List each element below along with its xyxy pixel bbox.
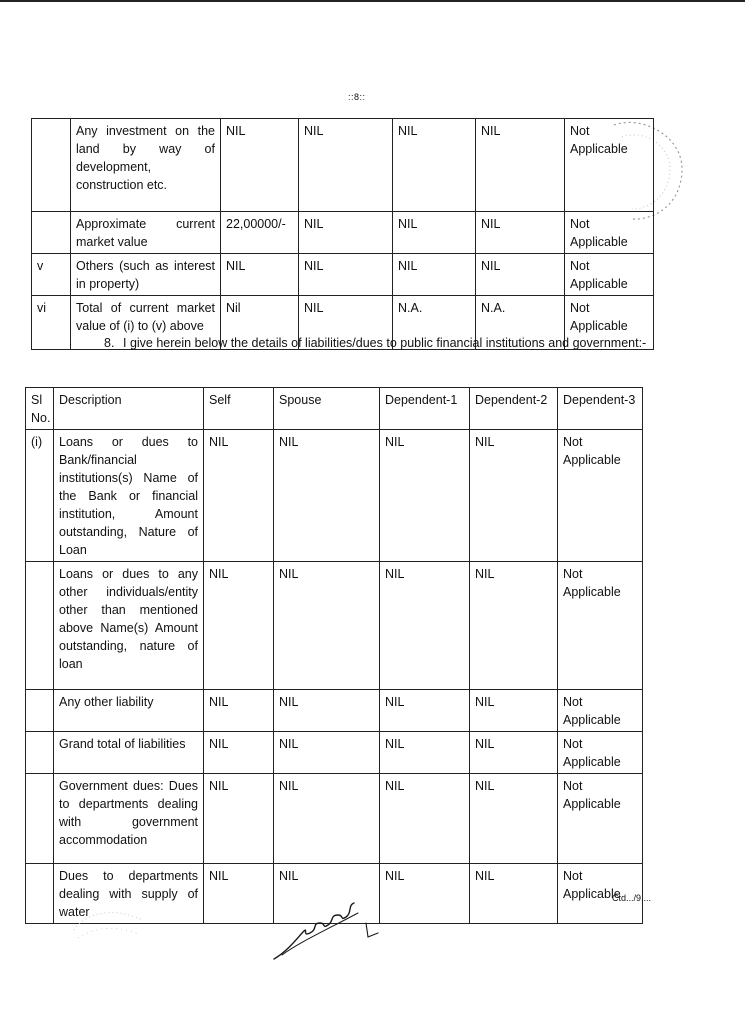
dependent-3-cell: Not Applicable xyxy=(565,254,654,296)
description-cell: Any other liability xyxy=(54,690,204,732)
table-row xyxy=(32,212,654,254)
description-cell: Loans or dues to Bank/financial institutions(s) Name of the Bank or financial institution, Amount outstanding, Nature of Loan xyxy=(54,430,204,562)
self-cell: NIL xyxy=(204,732,274,774)
sl-cell: v xyxy=(32,254,71,296)
section-number: 8. xyxy=(104,336,115,350)
page-number: ::8:: xyxy=(348,92,366,102)
self-cell: NIL xyxy=(204,562,274,690)
dependent-1-cell: NIL xyxy=(380,430,470,562)
self-cell: Nil xyxy=(221,296,299,350)
dependent-3-cell: Not Applicable xyxy=(558,732,643,774)
sl-cell xyxy=(26,562,54,690)
dependent-1-cell: NIL xyxy=(380,690,470,732)
dependent-3-cell: Not Applicable xyxy=(558,774,643,864)
dependent-2-cell: NIL xyxy=(470,774,558,864)
dependent-3-cell: Not Applicable xyxy=(558,562,643,690)
self-cell: NIL xyxy=(221,254,299,296)
signature-mark xyxy=(268,893,388,965)
header-dependent-3: Dependent-3 xyxy=(558,388,643,430)
spouse-cell: NIL xyxy=(274,690,380,732)
description-cell: Total of current market value of (i) to (v) above xyxy=(71,296,221,350)
sl-cell: (i) xyxy=(26,430,54,562)
self-cell: NIL xyxy=(204,430,274,562)
description-cell: Others (such as interest in property) xyxy=(71,254,221,296)
header-row xyxy=(26,388,643,430)
section-8-paragraph xyxy=(104,334,649,353)
description-cell: Grand total of liabilities xyxy=(54,732,204,774)
dependent-1-cell: NIL xyxy=(380,562,470,690)
dependent-1-cell: NIL xyxy=(380,864,470,924)
spouse-cell: NIL xyxy=(274,774,380,864)
self-cell: 22,00000/- xyxy=(221,212,299,254)
description-cell: Government dues: Dues to departments dealing with government accommodation xyxy=(54,774,204,864)
sl-cell xyxy=(32,119,71,212)
dependent-2-cell: N.A. xyxy=(476,296,565,350)
sl-cell xyxy=(32,212,71,254)
dependent-2-cell: NIL xyxy=(470,690,558,732)
spouse-cell: NIL xyxy=(299,212,393,254)
header-dependent-2: Dependent-2 xyxy=(470,388,558,430)
table-row xyxy=(26,562,643,690)
page-top-border xyxy=(0,0,745,2)
dependent-1-cell: N.A. xyxy=(393,296,476,350)
smudge-mark xyxy=(68,900,148,946)
sl-cell xyxy=(26,774,54,864)
dependent-1-cell: NIL xyxy=(393,254,476,296)
table-row xyxy=(26,732,643,774)
section-text: I give herein below the details of liabilities/dues to public financial institutions and government:- xyxy=(123,336,647,350)
self-cell: NIL xyxy=(204,774,274,864)
description-cell: Loans or dues to any other individuals/entity other than mentioned above Name(s) Amount outstanding, nature of loan xyxy=(54,562,204,690)
table-row xyxy=(32,254,654,296)
dependent-2-cell: NIL xyxy=(476,212,565,254)
table-row xyxy=(32,119,654,212)
spouse-cell: NIL xyxy=(274,430,380,562)
dependent-1-cell: NIL xyxy=(380,774,470,864)
spouse-cell: NIL xyxy=(299,296,393,350)
table-row xyxy=(26,430,643,562)
dependent-3-cell: Not Applicable xyxy=(558,690,643,732)
dependent-3-cell: Not Applicable xyxy=(565,119,654,212)
dependent-3-cell: Not Applicable xyxy=(565,212,654,254)
sl-cell xyxy=(26,690,54,732)
spouse-cell: NIL xyxy=(299,254,393,296)
self-cell: NIL xyxy=(204,864,274,924)
dependent-3-cell: Not Applicable xyxy=(558,864,643,924)
spouse-cell: NIL xyxy=(299,119,393,212)
dependent-2-cell: NIL xyxy=(470,562,558,690)
sl-cell xyxy=(26,864,54,924)
header-description: Description xyxy=(54,388,204,430)
dependent-3-cell: Not Applicable xyxy=(558,430,643,562)
spouse-cell: NIL xyxy=(274,864,380,924)
dependent-2-cell: NIL xyxy=(476,254,565,296)
description-cell: Dues to departments dealing with supply of water xyxy=(54,864,204,924)
table-row xyxy=(26,690,643,732)
description-cell: Any investment on the land by way of development, construction etc. xyxy=(71,119,221,212)
sl-cell xyxy=(26,732,54,774)
description-cell: Approximate current market value xyxy=(71,212,221,254)
header-spouse: Spouse xyxy=(274,388,380,430)
dependent-3-cell: Not Applicable xyxy=(565,296,654,350)
self-cell: NIL xyxy=(204,690,274,732)
continued-note: Ctd.../9.... xyxy=(612,893,652,903)
dependent-2-cell: NIL xyxy=(470,430,558,562)
dependent-1-cell: NIL xyxy=(380,732,470,774)
dependent-2-cell: NIL xyxy=(470,864,558,924)
sl-cell: vi xyxy=(32,296,71,350)
dependent-2-cell: NIL xyxy=(470,732,558,774)
dependent-1-cell: NIL xyxy=(393,212,476,254)
header-dependent-1: Dependent-1 xyxy=(380,388,470,430)
self-cell: NIL xyxy=(221,119,299,212)
assets-table xyxy=(31,118,654,350)
liabilities-table xyxy=(25,387,643,924)
dependent-1-cell: NIL xyxy=(393,119,476,212)
header-sl: Sl No. xyxy=(26,388,54,430)
spouse-cell: NIL xyxy=(274,562,380,690)
table-row xyxy=(26,774,643,864)
dependent-2-cell: NIL xyxy=(476,119,565,212)
header-self: Self xyxy=(204,388,274,430)
spouse-cell: NIL xyxy=(274,732,380,774)
